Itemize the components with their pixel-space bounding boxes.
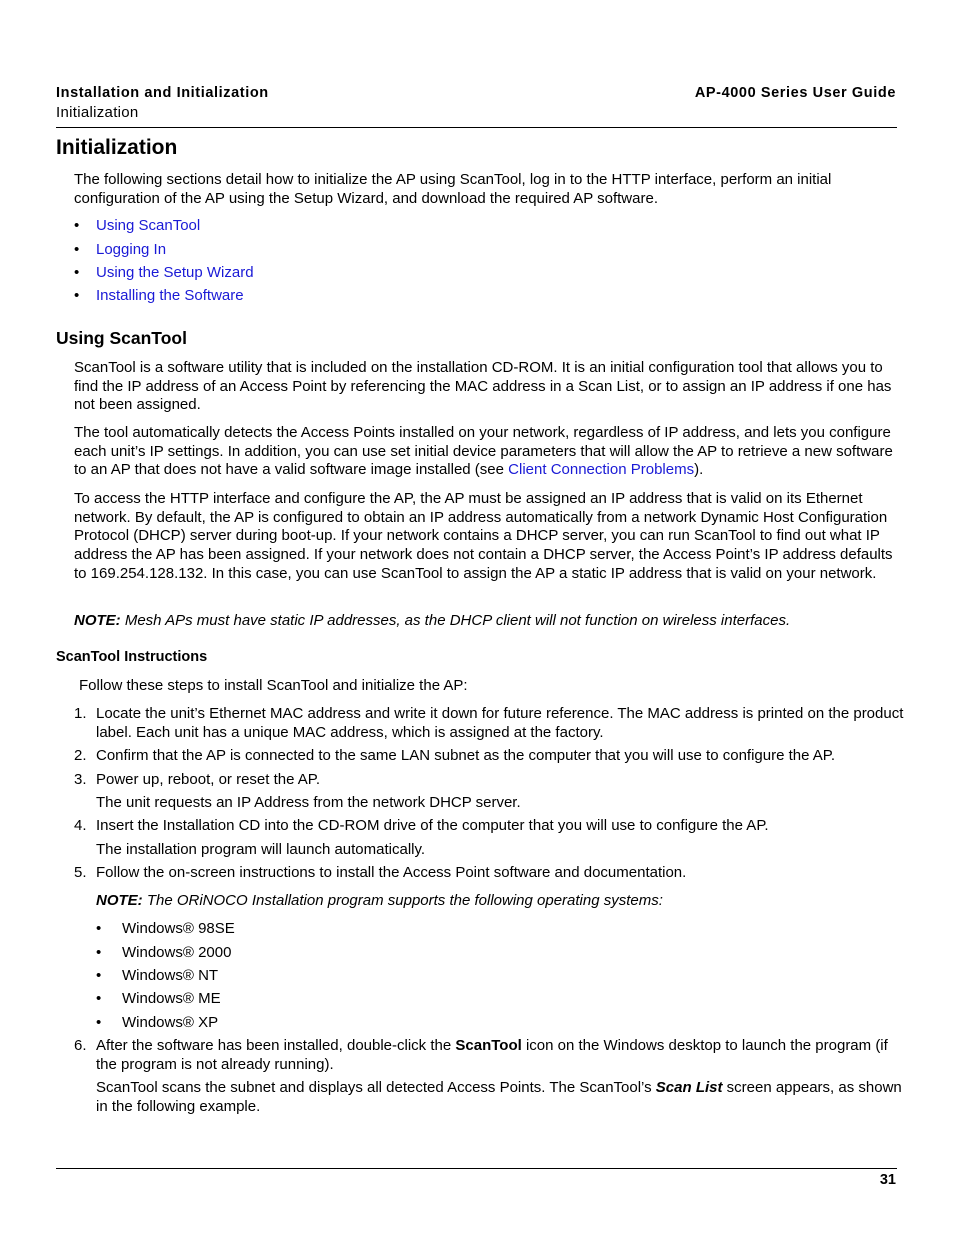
step-5: Follow the on-screen instructions to install the Access Point software and documentation. bbox=[96, 864, 687, 881]
header-rule bbox=[56, 127, 897, 128]
intro-paragraph: The following sections detail how to initialize the AP using ScanTool, log in to the HTTP interface, perform an initial configuration of the AP using the Setup Wizard, and download the required AP software. bbox=[74, 171, 832, 207]
bullet-dot: • bbox=[96, 944, 102, 961]
os-note: NOTE: The ORiNOCO Installation program supports the following operating systems: bbox=[96, 892, 663, 909]
bullet-dot: • bbox=[96, 920, 102, 937]
step-number: 1. bbox=[74, 705, 87, 722]
subsection-heading-instructions: ScanTool Instructions bbox=[56, 649, 208, 665]
bullet-dot: • bbox=[74, 264, 80, 281]
bullet-dot: • bbox=[96, 990, 102, 1007]
os-item: Windows® 98SE bbox=[122, 920, 235, 937]
step-number: 5. bbox=[74, 864, 87, 881]
step-number: 3. bbox=[74, 771, 87, 788]
instructions-intro: Follow these steps to install ScanTool and initialize the AP: bbox=[79, 677, 468, 694]
scantool-paragraph-3: To access the HTTP interface and configure the AP, the AP must be assigned an IP address that is valid on its Ethernet network. By default, the AP is configured to obtain an IP address automatically from a network Dynamic Host Configuration Protocol (DHCP) server during boot-up. If your network contains a DHCP server, you can run ScanTool to find out what IP address the AP has been assigned. If your network does not contain a DHCP server, the Access Point’s IP address defaults to 169.254.128.132. In this case, you can use ScanTool to assign the AP a static IP address that is valid on your network. bbox=[74, 490, 893, 582]
os-item: Windows® ME bbox=[122, 990, 221, 1007]
bullet-dot: • bbox=[96, 1014, 102, 1031]
header-section: Installation and Initialization bbox=[56, 85, 269, 101]
header-guide-title: AP-4000 Series User Guide bbox=[694, 85, 896, 101]
mesh-note: NOTE: Mesh APs must have static IP addresses, as the DHCP client will not function on wireless interfaces. bbox=[74, 612, 791, 629]
os-item: Windows® 2000 bbox=[122, 944, 232, 961]
link-client-connection-problems[interactable]: Client Connection Problems bbox=[508, 461, 695, 479]
step-4: Insert the Installation CD into the CD-ROM drive of the computer that you will use to configure the AP. bbox=[96, 817, 769, 834]
os-item: Windows® XP bbox=[122, 1014, 219, 1031]
link-setup-wizard[interactable]: Using the Setup Wizard bbox=[96, 264, 254, 281]
bullet-dot: • bbox=[74, 217, 80, 234]
step-3: Power up, reboot, or reset the AP. bbox=[96, 771, 321, 788]
step-4-result: The installation program will launch automatically. bbox=[96, 841, 426, 858]
step-1: Locate the unit’s Ethernet MAC address and write it down for future reference. The MAC address is printed on the product label. Each unit has a unique MAC address, which is assigned at the factory. bbox=[96, 705, 904, 741]
page-number: 31 bbox=[879, 1172, 896, 1188]
page-title: Initialization bbox=[56, 136, 178, 159]
step-number: 6. bbox=[74, 1037, 87, 1054]
step-6-result: ScanTool scans the subnet and displays all detected Access Points. The ScanTool’s Scan List screen appears, as shown in the following example. bbox=[96, 1079, 902, 1115]
footer-rule bbox=[56, 1168, 897, 1169]
os-item: Windows® NT bbox=[122, 967, 219, 984]
step-6: After the software has been installed, double-click the ScanTool icon on the Windows desktop to launch the program (if the program is not already running). bbox=[96, 1037, 888, 1073]
step-3-result: The unit requests an IP Address from the network DHCP server. bbox=[96, 794, 521, 811]
step-2: Confirm that the AP is connected to the same LAN subnet as the computer that you will use to configure the AP. bbox=[96, 747, 836, 764]
scantool-paragraph-2: The tool automatically detects the Access Points installed on your network, regardless of IP address, and lets you configure each unit’s IP settings. In addition, you can use set initial device parameters that will allow the AP to retrieve a new software to an AP that does not have a valid software image installed (see Client Connection Problems). bbox=[74, 424, 893, 479]
bullet-dot: • bbox=[74, 241, 80, 258]
header-subsection: Initialization bbox=[56, 104, 139, 121]
scantool-paragraph-1: ScanTool is a software utility that is included on the installation CD-ROM. It is an initial configuration tool that allows you to find the IP address of an Access Point by referencing the MAC address in a Scan List, or to assign an IP address if one has not been assigned. bbox=[74, 359, 892, 414]
step-number: 2. bbox=[74, 747, 87, 764]
link-installing-software[interactable]: Installing the Software bbox=[96, 287, 244, 304]
step-number: 4. bbox=[74, 817, 87, 834]
link-logging-in[interactable]: Logging In bbox=[96, 241, 167, 258]
bullet-dot: • bbox=[96, 967, 102, 984]
link-using-scantool[interactable]: Using ScanTool bbox=[96, 217, 201, 234]
section-heading-using-scantool: Using ScanTool bbox=[56, 328, 187, 348]
bullet-dot: • bbox=[74, 287, 80, 304]
